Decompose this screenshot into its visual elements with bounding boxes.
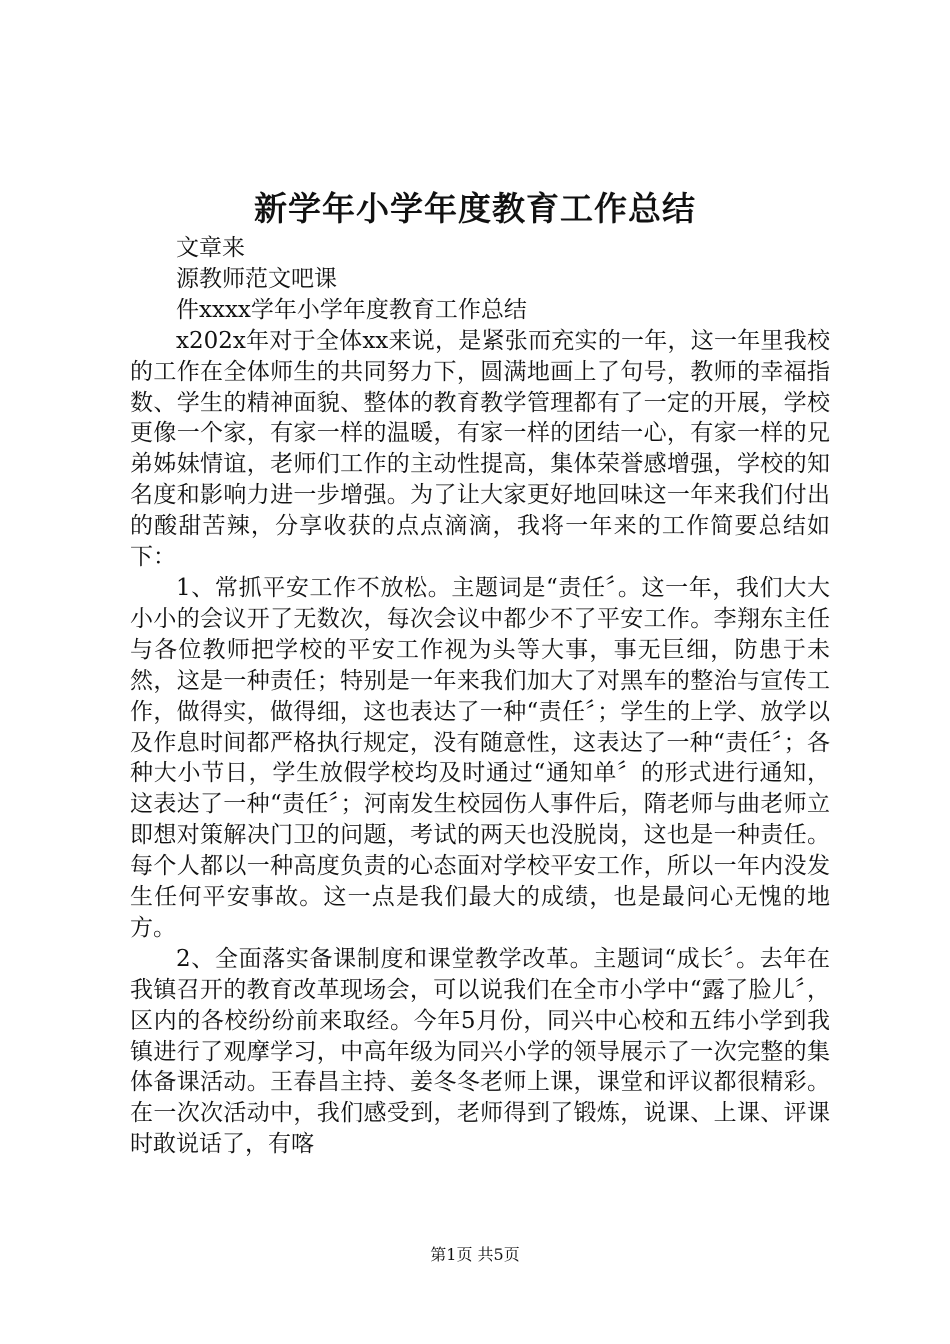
paragraph-safety: 1、常抓平安工作不放松。主题词是“责任〞。这一年，我们大大小小的会议开了无数次，每次会议中都少不了平安工作。李翔东主任与各位教师把学校的平安工作视为头等大事，事无巨细，防患于未然，这是一种责任；特别是一年来我们加大了对黑车的整治与宣传工作，做得实，做得细，这也表达了一种“责任〞；学生的上学、放学以及作息时间都严格执行规定，没有随意性，这表达了一种“责任〞；各种大小节日，学生放假学校均及时通过“通知单〞的形式进行通知，这表达了一种“责任〞；河南发生校园伤人事件后，隋老师与曲老师立即想对策解决门卫的问题，考试的两天也没脱岗，这也是一种责任。每个人都以一种高度负责的心态面对学校平安工作，所以一年内没发生任何平安事故。这一点是我们最大的成绩，也是最问心无愧的地方。 (130, 574, 830, 941)
paragraph-teaching-reform: 2、全面落实备课制度和课堂教学改革。主题词“成长〞。去年在我镇召开的教育改革现场会，可以说我们在全市小学中“露了脸儿〞，区内的各校纷纷前来取经。今年5月份，同兴中心校和五纬小学到我镇进行了观摩学习，中高年级为同兴小学的领导展示了一次完整的集体备课活动。王春昌主持、姜冬冬老师上课，课堂和评议都很精彩。在一次次活动中，我们感受到，老师得到了锻炼，说课、上课、评课时敢说话了，有喀 (130, 945, 830, 1158)
header-line: 文章来 (176, 235, 245, 261)
document-body (130, 233, 830, 1160)
paragraph-intro: x202x年对于全体xx来说，是紧张而充实的一年，这一年里我校的工作在全体师生的共同努力下，圆满地画上了句号，教师的幸福指数、学生的精神面貌、整体的教育教学管理都有了一定的开展，学校更像一个家，有家一样的温暖，有家一样的团结一心，有家一样的兄弟姊妹情谊，老师们工作的主动性提高，集体荣誉感增强，学校的知名度和影响力进一步增强。为了让大家更好地回味这一年来我们付出的酸甜苦辣，分享收获的点点滴滴，我将一年来的工作简要总结如下： (130, 327, 830, 571)
header-line: 源教师范文吧课 (176, 265, 337, 292)
header-line: 件xxxx学年小学年度教育工作总结 (176, 296, 527, 323)
document-title: 新学年小学年度教育工作总结 (254, 189, 696, 228)
page-footer: 第1页 共5页 (430, 1245, 520, 1264)
